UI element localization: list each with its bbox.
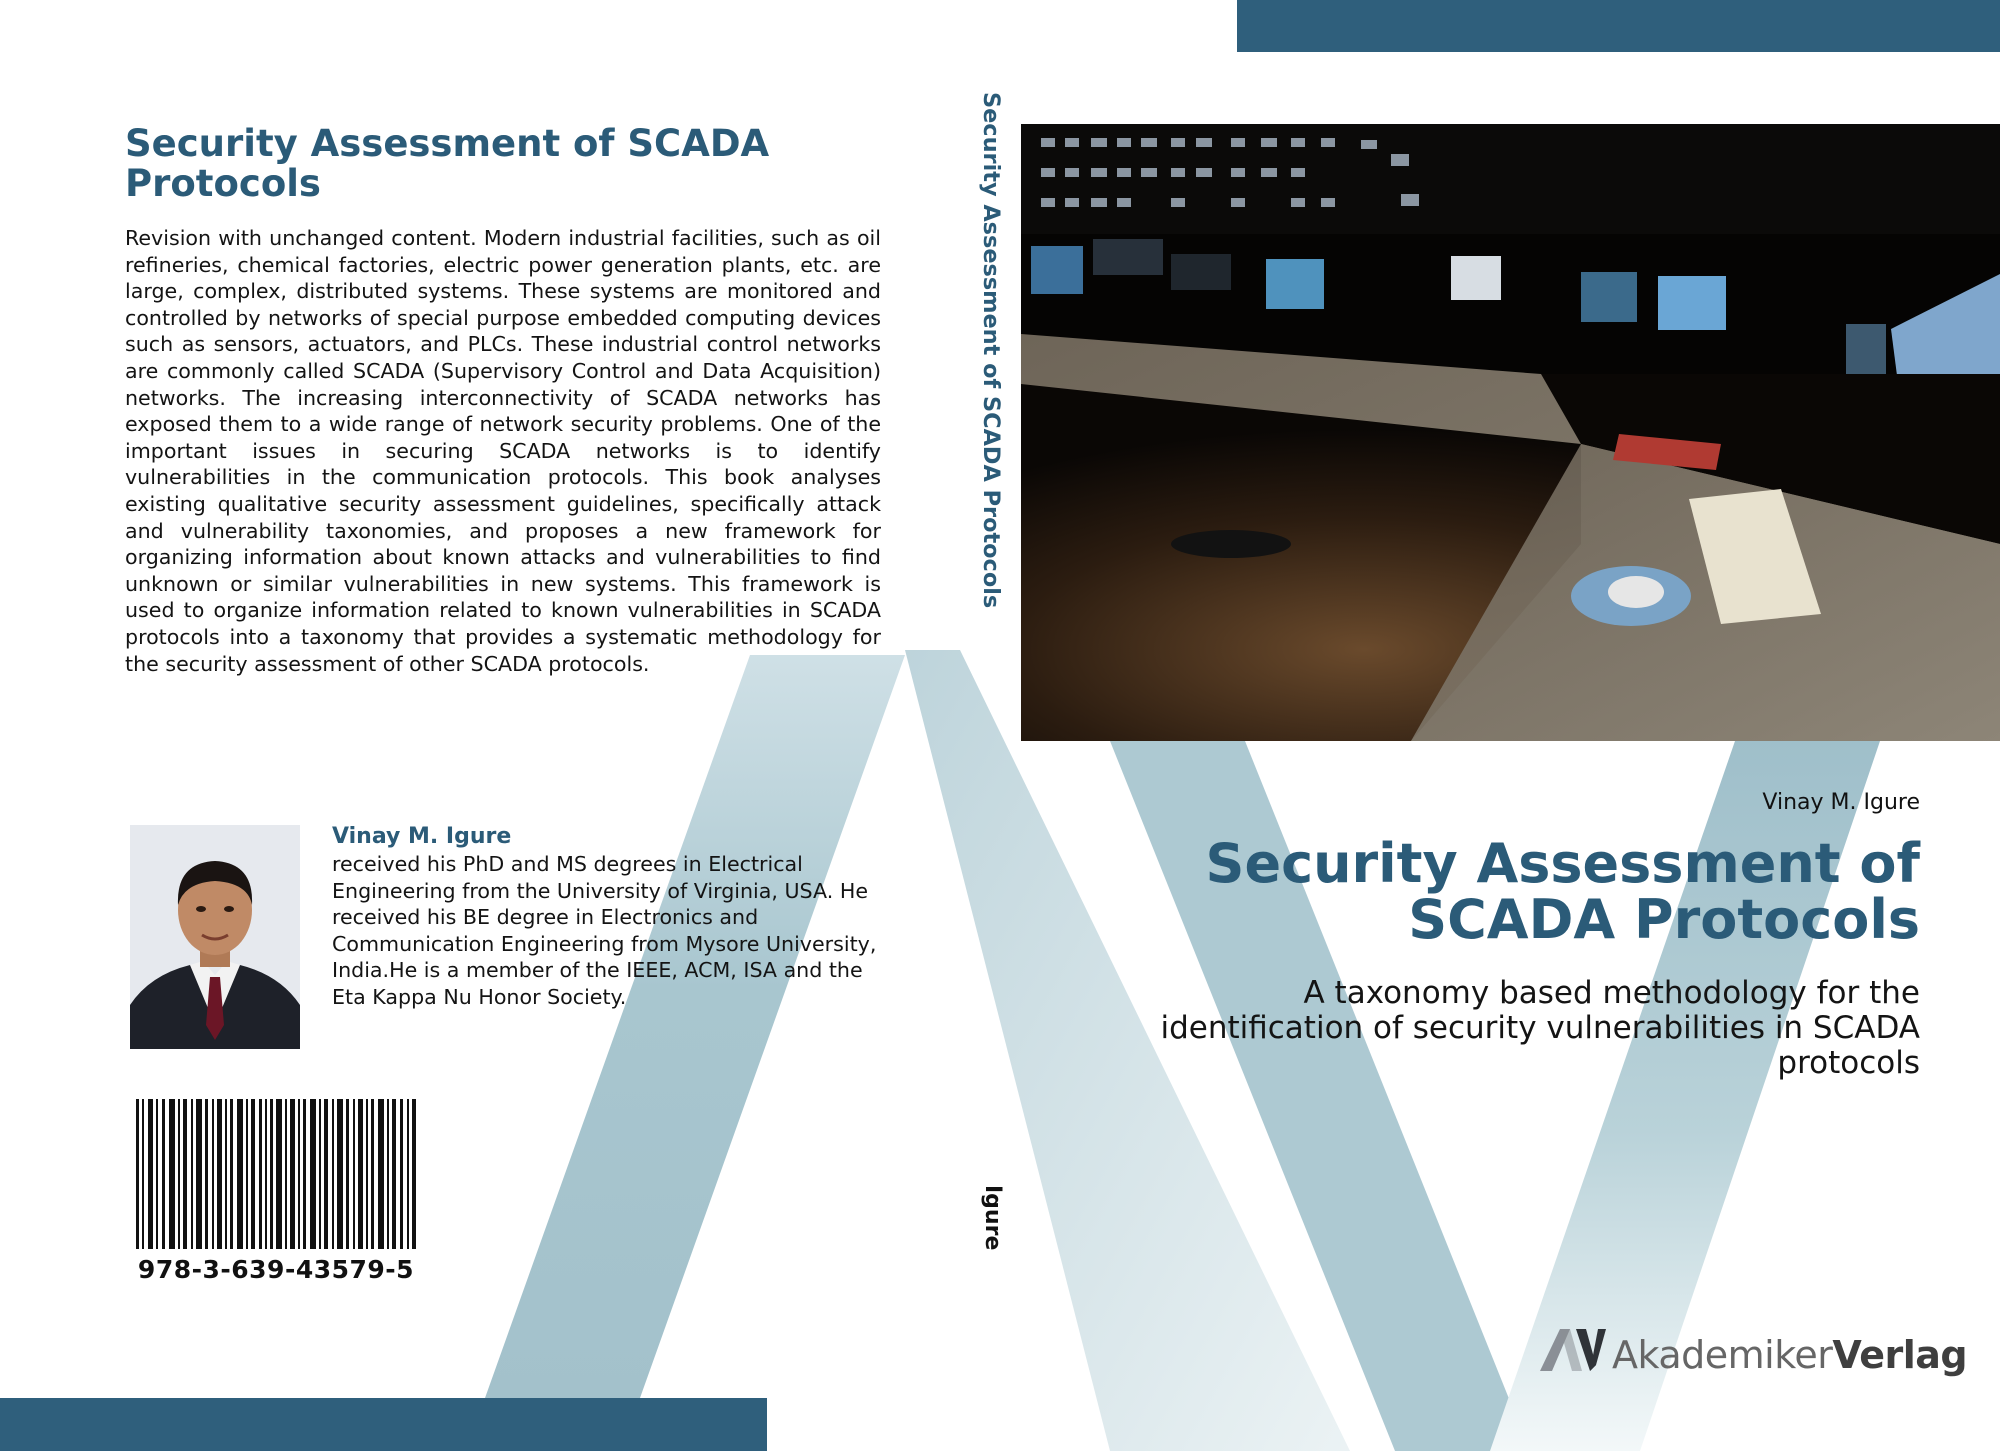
front-author: Vinay M. Igure bbox=[1762, 790, 1920, 815]
publisher-name-part2: Verlag bbox=[1832, 1333, 1968, 1377]
bottom-color-band bbox=[0, 1398, 767, 1451]
front-cover-subtitle: A taxonomy based methodology for the identification of security vulnerabilities in SCADA protocols bbox=[1160, 975, 1920, 1081]
front-cover-title: Security Assessment of SCADA Protocols bbox=[1205, 832, 1920, 951]
spine-author: Igure bbox=[980, 1185, 1005, 1251]
author-photo bbox=[130, 825, 300, 1049]
author-info bbox=[332, 824, 892, 1011]
author-portrait bbox=[130, 825, 300, 1049]
isbn-number: 978-3-639-43579-5 bbox=[137, 1255, 415, 1284]
back-cover-title: Security Assessment of SCADA Protocols bbox=[125, 122, 770, 205]
publisher-name bbox=[1612, 1333, 1967, 1377]
top-color-band bbox=[1237, 0, 2000, 52]
barcode-icon bbox=[136, 1099, 416, 1249]
spine-title: Security Assessment of SCADA Protocols bbox=[978, 92, 1004, 609]
author-name: Vinay M. Igure bbox=[332, 824, 512, 849]
publisher-name-part1: Akademiker bbox=[1612, 1333, 1833, 1377]
control-room-photo bbox=[1021, 124, 2000, 741]
control-room-illustration bbox=[1021, 124, 2000, 741]
author-bio: received his PhD and MS degrees in Electrical Engineering from the University of Virginia, USA. He received his BE degree in Electronics and Communication Engineering from Mysore University, India.He is a member of the IEEE, ACM, ISA and the Eta Kappa Nu Honor Society. bbox=[332, 852, 877, 1009]
stripe-a-left bbox=[485, 655, 905, 1398]
back-cover-blurb: Revision with unchanged content. Modern industrial facilities, such as oil refineries, chemical factories, electric power generation plants, etc. are large, complex, distributed systems. These systems are monitored and controlled by networks of special purpose embedded computing devices such as sensors, actuators, and PLCs. These industrial control networks are commonly called SCADA (Supervisory Control and Data Acquisition) networks. The increasing interconnectivity of SCADA networks has exposed them to a wide range of network security problems. One of the important issues in securing SCADA networks is to identify vulnerabilities in the communication protocols. This book analyses existing qualitative security assessment guidelines, specifically attack and vulnerability taxonomies, and proposes a new framework for organizing information about known attacks and vulnerabilities to find unknown or similar vulnerabilities in new systems. This framework is used to organize information related to known vulnerabilities in SCADA protocols into a taxonomy that provides a systematic methodology for the security assessment of other SCADA protocols. bbox=[125, 226, 881, 676]
av-logo-icon bbox=[1540, 1325, 1606, 1377]
publisher-logo bbox=[1540, 1325, 1968, 1385]
